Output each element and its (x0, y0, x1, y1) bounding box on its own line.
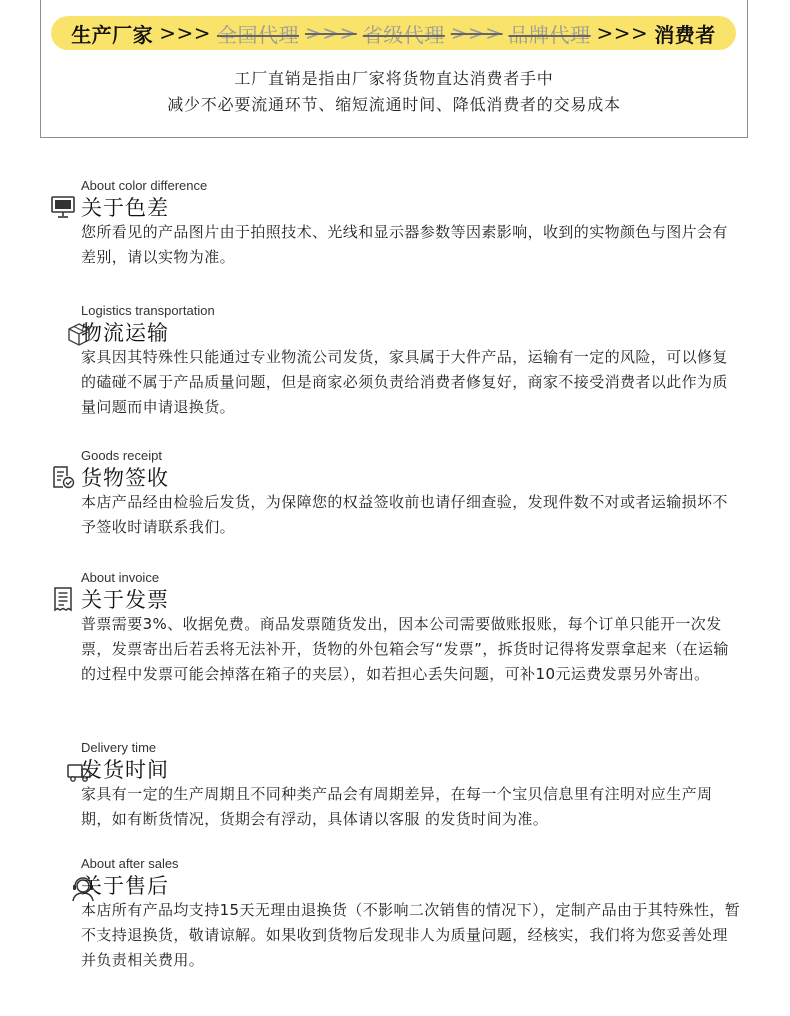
section-body: 您所看见的产品图片由于拍照技术、光线和显示器参数等因素影响，收到的实物颜色与图片会有差别，请以实物为准。 (81, 223, 728, 266)
monitor-icon (50, 194, 76, 220)
section-body: 家具因其特殊性只能通过专业物流公司发货，家具属于大件产品，运输有一定的风险，可以修复的磕碰不属于产品质量问题，但是商家必须负责给消费者修复好，商家不接受消费者以此作为质量问题而申请退换货。 (81, 348, 728, 416)
section-body: 本店产品经由检验后发货，为保障您的权益签收前也请仔细查验，发现件数不对或者运输损坏不予签收时请联系我们。 (81, 493, 728, 536)
chain-consumer: 消费者 (654, 22, 716, 47)
section-title: 关于色差 (81, 196, 169, 220)
chain-arrow: >>> (159, 21, 211, 45)
section-subtitle: Goods receipt (81, 448, 162, 463)
section-body: 家具有一定的生产周期且不同种类产品会有周期差异，在每一个宝贝信息里有注明对应生产周期，如有断货情况，货期会有浮动，具体请以客服 的发货时间为准。 (81, 785, 713, 828)
intro-line-2: 减少不必要流通环节、缩短流通时间、降低消费者的交易成本 (167, 95, 621, 114)
chain-brand-agent: 品牌代理 (508, 22, 591, 47)
section-title: 关于售后 (81, 874, 169, 898)
chain-arrow: >>> (596, 21, 649, 45)
section-subtitle: About invoice (81, 570, 160, 585)
chain-manufacturer: 生产厂家 (71, 22, 154, 47)
chain-arrow: >>> (304, 21, 357, 45)
chain-provincial-agent: 省级代理 (362, 22, 445, 47)
section-title: 物流运输 (81, 321, 169, 345)
distribution-chain (51, 16, 736, 50)
chain-national-agent: 全国代理 (216, 22, 299, 47)
receipt-icon (50, 586, 76, 612)
section-title: 关于发票 (81, 588, 169, 612)
checklist-icon (50, 464, 76, 490)
section-subtitle: Logistics transportation (81, 303, 215, 318)
section-subtitle: Delivery time (81, 740, 157, 755)
section-title: 发货时间 (81, 758, 169, 782)
factory-direct-banner (40, 0, 748, 138)
section-body: 普票需要3%、收据免费。商品发票随货发出，因本公司需要做账报账，每个订单只能开一次发票，发票寄出后若丢将无法补开，货物的外包箱会写“发票”，拆货时记得将发票拿起来（在运输的过程中发票可能会掉落在箱子的夹层），如若担心丢失问题，可补10元运费发票另外寄出。 (81, 615, 729, 683)
chain-arrow: >>> (450, 21, 503, 45)
section-subtitle: About after sales (81, 856, 179, 871)
section-subtitle: About color difference (81, 178, 208, 193)
section-title: 货物签收 (81, 466, 169, 490)
section-body: 本店所有产品均支持15天无理由退换货（不影响二次销售的情况下），定制产品由于其特殊性，暂不支持退换货，敬请谅解。如果收到货物后发现非人为质量问题，经核实，我们将为您妥善处理并负责相关费用。 (81, 901, 741, 969)
intro-line-1: 工厂直销是指由厂家将货物直达消费者手中 (234, 69, 554, 88)
